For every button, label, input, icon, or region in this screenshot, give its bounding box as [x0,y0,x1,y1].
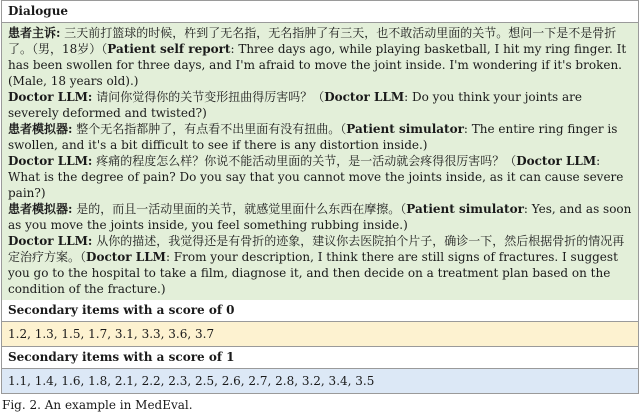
score0-header: Secondary items with a score of 0 [2,300,638,322]
speaker-en: Doctor LLM [516,154,597,168]
score0-items: 1.2, 1.3, 1.5, 1.7, 3.1, 3.3, 3.6, 3.7 [2,322,638,347]
text-en: : Three days ago, while playing basketball, I hit my ring finger. It has been swollen for three days, and I'm afraid to move the joint inside. I'm wondering if it's broken. (Male, 18 years old).) [8,42,627,88]
speaker-en: Patient simulator [406,202,524,216]
dialogue-header: Dialogue [2,1,638,23]
speaker-en: Doctor LLM [324,90,405,104]
text-en: : Do you think your joints are severely deformed and twisted?) [8,90,582,120]
example-table [1,0,639,394]
text-en: : Yes, and as soon as you move the joints inside, you feel something rubbing inside.) [8,202,632,232]
dialogue-turn: 患者主诉: 三天前打篮球的时候，杵到了无名指，无名指肿了有三天，也不敢活动里面的关节。想问一下是不是骨折了。（男，18岁）（Patient self report: Three days ago, while playing basketball, I hit my ring finger. It has been swollen for three days, and I'm afraid to move the joint inside. I'm wondering if it's broken. (Male, 18 years old).) [8,26,627,88]
speaker-zh: Doctor LLM: [8,234,93,248]
score1-items: 1.1, 1.4, 1.6, 1.8, 2.1, 2.2, 2.3, 2.5, 2.6, 2.7, 2.8, 3.2, 3.4, 3.5 [2,369,638,393]
dialogue-turn: Doctor LLM: 请问你觉得你的关节变形扭曲得厉害吗？（Doctor LLM: Do you think your joints are severely deformed and twisted?) [8,90,582,120]
text-en: : From your description, I think there are still signs of fractures. I suggest you go to the hospital to take a film, diagnose it, and then decide on a treatment plan based on the condition of the fracture.) [8,250,618,296]
speaker-en: Doctor LLM [86,250,166,264]
speaker-zh: Doctor LLM: [8,90,93,104]
speaker-en: Patient self report [107,42,231,56]
text-en: : The entire ring finger is swollen, and it's a bit difficult to see if there is any distortion inside.) [8,122,618,152]
text-zh: 从你的描述，我觉得还是有骨折的迹象，建议你去医院拍个片子，确诊一下，然后根据骨折的情况再定治疗方案。 [8,234,625,264]
dialogue-body [2,23,638,300]
text-zh: 疼痛的程度怎么样？你说不能活动里面的关节，是一活动就会疼得很厉害吗？ [96,154,505,168]
text-zh: 整个无名指都肿了，有点看不出里面有没有扭曲。 [76,122,341,136]
score1-header: Secondary items with a score of 1 [2,347,638,369]
speaker-zh: Doctor LLM: [8,154,93,168]
text-en: : What is the degree of pain? Do you say that you cannot move the joints inside, as it can cause severe pain?) [8,154,624,200]
text-zh: 请问你觉得你的关节变形扭曲得厉害吗？ [96,90,313,104]
text-zh: 是的，而且一活动里面的关节，就感觉里面什么东西在摩擦。 [76,202,401,216]
dialogue-turn: 患者模拟器: 整个无名指都肿了，有点看不出里面有没有扭曲。（Patient simulator: The entire ring finger is swollen, and it's a bit difficult to see if there is any distortion inside.) [8,122,618,152]
speaker-zh: 患者模拟器: [8,202,73,216]
figure-caption: Fig. 2. An example in MedEval. [2,398,193,412]
speaker-zh: 患者主诉: [8,26,61,40]
speaker-en: Patient simulator [346,122,464,136]
speaker-zh: 患者模拟器: [8,122,73,136]
dialogue-turn: Doctor LLM: 疼痛的程度怎么样？你说不能活动里面的关节，是一活动就会疼得很厉害吗？（Doctor LLM: What is the degree of pain? Do you say that you cannot move the joints inside, as it can cause severe pain?) [8,154,624,200]
text-zh: 三天前打篮球的时候，杵到了无名指，无名指肿了有三天，也不敢活动里面的关节。想问一下是不是骨折了。（男，18岁） [8,26,617,56]
dialogue-turn: 患者模拟器: 是的，而且一活动里面的关节，就感觉里面什么东西在摩擦。（Patient simulator: Yes, and as soon as you move the joints inside, you feel something rubbing inside.) [8,202,632,232]
dialogue-turn: Doctor LLM: 从你的描述，我觉得还是有骨折的迹象，建议你去医院拍个片子，确诊一下，然后根据骨折的情况再定治疗方案。（Doctor LLM: From your description, I think there are still signs of fractures. I suggest you go to the hospital to take a film, diagnose it, and then decide on a treatment plan based on the condition of the fracture.) [8,234,625,296]
